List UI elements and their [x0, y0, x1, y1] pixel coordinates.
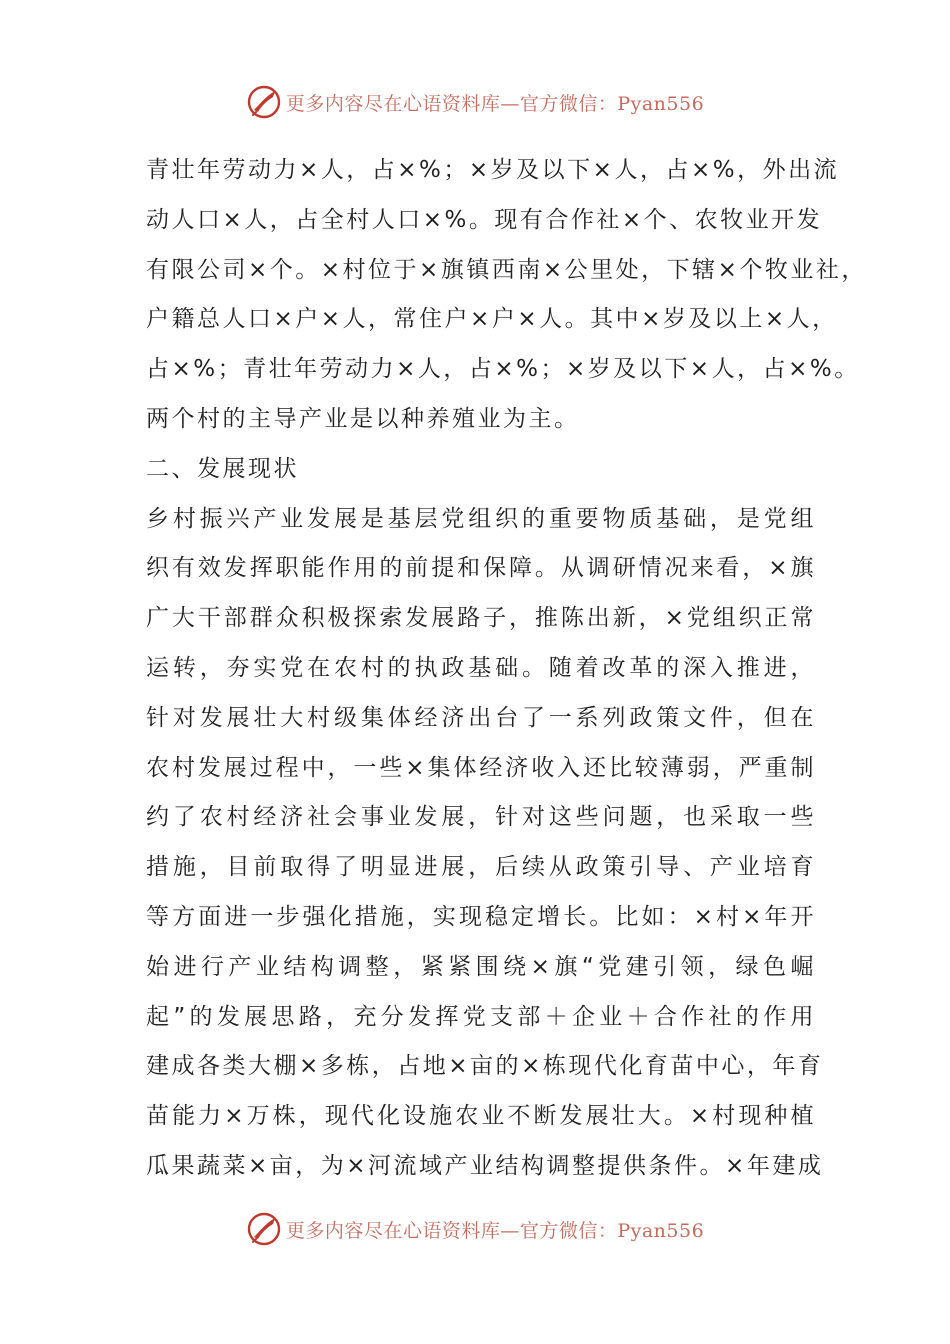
header-banner — [0, 80, 950, 124]
text-line: 始进行产业结构调整，紧紧围绕×旗“党建引领，绿色崛 — [146, 953, 816, 980]
text-line: 苗能力×万株，现代化设施农业不断发展壮大。×村现种植 — [146, 1103, 816, 1130]
text-line: 建成各类大棚×多栋，占地×亩的×栋现代化育苗中心，年育 — [146, 1053, 824, 1080]
text-line: 广大干部群众积极探索发展路子，推陈出新，×党组织正常 — [146, 605, 816, 632]
text-line: 约了农村经济社会事业发展，针对这些问题，也采取一些 — [146, 804, 816, 831]
pen-nib-logo-icon — [246, 84, 282, 120]
text-line: 户籍总人口×户×人，常住户×户×人。其中×岁及以上×人， — [146, 306, 838, 333]
footer-banner-text: 更多内容尽在心语资料库—官方微信：Pyan556 — [285, 1219, 705, 1242]
text-line: 针对发展壮大村级集体经济出台了一系列政策文件，但在 — [146, 704, 816, 731]
header-banner-text: 更多内容尽在心语资料库—官方微信：Pyan556 — [285, 92, 705, 115]
text-line: 动人口×人，占全村人口×%。现有合作社×个、农牧业开发 — [146, 206, 823, 233]
text-line: 运转，夯实党在农村的执政基础。随着改革的深入推进， — [146, 654, 816, 681]
text-line: 等方面进一步强化措施，实现稳定增长。比如：×村×年开 — [146, 903, 816, 930]
text-line: 乡村振兴产业发展是基层党组织的重要物质基础，是党组 — [146, 505, 816, 532]
footer-banner — [0, 1207, 950, 1251]
section-heading: 二、发展现状 — [146, 455, 299, 482]
text-line: 措施，目前取得了明显进展，后续从政策引导、产业培育 — [146, 854, 816, 881]
text-line: 织有效发挥职能作用的前提和保障。从调研情况来看，×旗 — [146, 555, 816, 582]
pen-nib-logo-icon — [246, 1211, 282, 1247]
document-body — [146, 146, 867, 1192]
text-line: 瓜果蔬菜×亩，为×河流域产业结构调整提供条件。×年建成 — [146, 1152, 824, 1179]
text-line: 两个村的主导产业是以种养殖业为主。 — [146, 405, 580, 432]
text-line: 青壮年劳动力×人，占×%；×岁及以下×人，占×%，外出流 — [146, 157, 840, 183]
text-line: 有限公司×个。×村位于×旗镇西南×公里处，下辖×个牧业社， — [146, 256, 867, 283]
text-line: 占×%；青壮年劳动力×人，占×%；×岁及以下×人，占×%。 — [146, 356, 860, 383]
text-line: 农村发展过程中，一些×集体经济收入还比较薄弱，严重制 — [146, 754, 816, 781]
text-line: 起”的发展思路，充分发挥党支部＋企业＋合作社的作用 — [146, 1003, 816, 1030]
